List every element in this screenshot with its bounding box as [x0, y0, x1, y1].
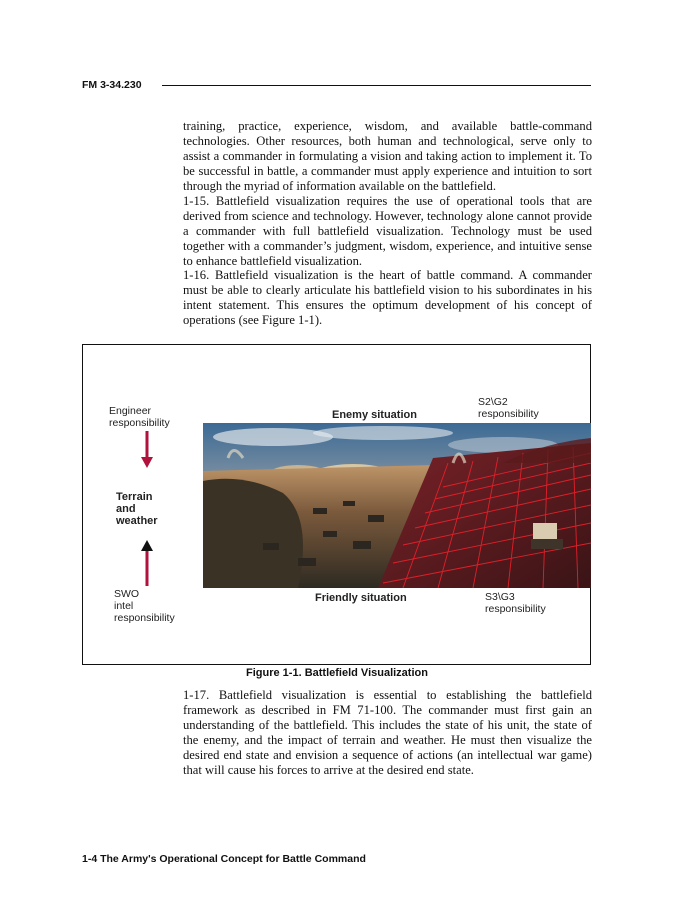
page-footer: 1-4 The Army's Operational Concept for Battle Command [82, 853, 366, 865]
s2g2-label-line: S2\G2 [478, 396, 508, 408]
engineer-label-line: responsibility [109, 417, 170, 429]
friendly-situation-label: Friendly situation [315, 592, 407, 604]
paragraph-text: 1-16. Battlefield visualization is the heart of battle command. A commander must be able to clearly articulate his battlefield vision to his subordinates in his intent statement. This ensures the optimum development of his concept of operations (see Figure 1-1). [183, 268, 592, 327]
header-rule [162, 85, 591, 86]
arrow-down-icon [140, 431, 154, 469]
figure-battlefield-visualization [82, 344, 591, 665]
paragraph-1-16 [183, 268, 592, 328]
engineer-label-line: Engineer [109, 405, 152, 417]
document-code: FM 3-34.230 [82, 79, 142, 91]
paragraph-text: 1-15. Battlefield visualization requires the use of operational tools that are derived from science and technology. However, technology alone cannot provide a commander with full battlefield visualization. Technology must be used together with a commander’s judgment, wisdom, experience, and intuitive sense to enhance battlefield visualization. [183, 194, 592, 268]
s2g2-label-line: responsibility [478, 408, 539, 420]
enemy-situation-label: Enemy situation [332, 409, 417, 421]
paragraph-1-17 [183, 688, 592, 778]
swo-label-line: SWO [114, 588, 140, 600]
figure-caption: Figure 1-1. Battlefield Visualization [246, 667, 428, 679]
s3g3-label-line: S3\G3 [485, 591, 515, 603]
battlefield-illustration [203, 423, 591, 588]
paragraph-intro [183, 119, 592, 194]
swo-label-line: responsibility [114, 612, 175, 624]
swo-label [114, 588, 175, 624]
arrow-up-icon [140, 540, 154, 586]
terrain-label-line: and [116, 503, 136, 515]
paragraph-text: 1-17. Battlefield visualization is essential to establishing the battlefield framework as described in FM 71-100. The commander must first gain an understanding of the battlefield. This includes the state of his unit, the state of the enemy, and the impact of terrain and weather. He must then visualize the desired end state and envision a sequence of actions (an intellectual war game) that will cause his forces to arrive at the desired end state. [183, 688, 592, 777]
s2g2-label [478, 396, 539, 420]
terrain-label-line: Terrain [116, 491, 153, 503]
paragraph-text: training, practice, experience, wisdom, and available battle-command technologies. Other resources, both human and technological, serve only to assist a commander in formulating a vision and taking action to implement it. To be successful in battle, a commander must apply experience and intuition to sort through the myriad of information available on the battlefield. [183, 119, 592, 193]
s3g3-label [485, 591, 546, 615]
swo-label-line: intel [114, 600, 134, 612]
battlefield-image [203, 423, 591, 588]
terrain-weather-label [116, 491, 158, 527]
s3g3-label-line: responsibility [485, 603, 546, 615]
paragraph-1-15 [183, 194, 592, 269]
terrain-label-line: weather [116, 515, 158, 527]
engineer-label [109, 405, 170, 429]
